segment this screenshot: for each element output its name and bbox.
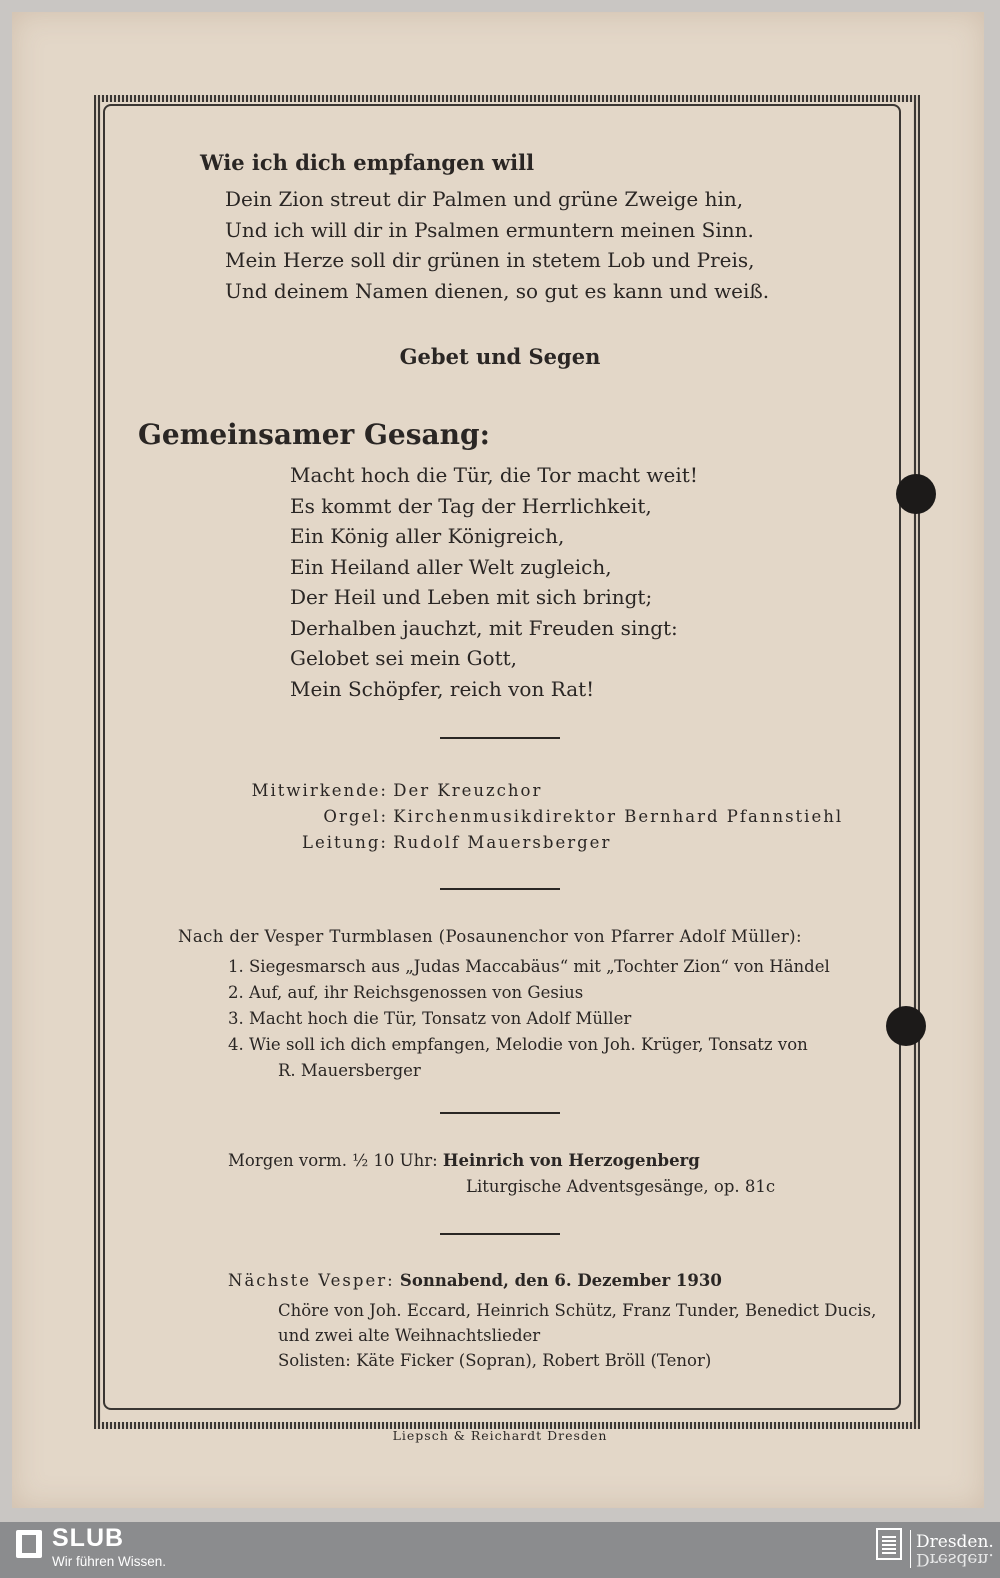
song-heading: Gemeinsamer Gesang: bbox=[138, 418, 490, 451]
punch-hole bbox=[896, 474, 936, 514]
participant-label: Orgel: bbox=[323, 807, 388, 826]
verse-line: Und ich will dir in Psalmen ermuntern meinen Sinn. bbox=[225, 217, 754, 242]
participant-value: Der Kreuzchor bbox=[393, 781, 543, 800]
footer-separator bbox=[910, 1530, 911, 1568]
verse-line: Mein Schöpfer, reich von Rat! bbox=[290, 676, 595, 701]
brand-name[interactable]: SLUB bbox=[52, 1524, 125, 1552]
next-label: Nächste Vesper: bbox=[228, 1271, 395, 1290]
tower-list bbox=[228, 954, 830, 1084]
verse-line: Macht hoch die Tür, die Tor macht weit! bbox=[290, 463, 698, 487]
city-logo[interactable]: Dresden. bbox=[916, 1532, 994, 1552]
verse-line: Es kommt der Tag der Herrlichkeit, bbox=[290, 493, 652, 518]
city-logo-mirror: Dresden. bbox=[916, 1549, 994, 1569]
verse-line: Der Heil und Leben mit sich bringt; bbox=[290, 585, 653, 609]
participant-value: Rudolf Mauersberger bbox=[393, 833, 612, 852]
list-item: R. Mauersberger bbox=[278, 1061, 421, 1080]
verse-line: Dein Zion streut dir Palmen und grüne Zweige hin, bbox=[225, 187, 744, 211]
list-item: 3. Macht hoch die Tür, Tonsatz von Adolf Müller bbox=[228, 1009, 632, 1028]
verse-line: Mein Herze soll dir grünen in stetem Lob und Preis, bbox=[225, 248, 755, 272]
hymn-verse bbox=[225, 184, 769, 306]
list-item: 4. Wie soll ich dich empfangen, Melodie von Joh. Krüger, Tonsatz von bbox=[228, 1035, 808, 1054]
punch-hole bbox=[886, 1006, 926, 1046]
verse-line: Ein König aller Königreich, bbox=[290, 524, 565, 548]
morning-service bbox=[228, 1148, 700, 1174]
participant-label: Mitwirkende: bbox=[251, 781, 388, 800]
brand-tagline: Wir führen Wissen. bbox=[52, 1554, 167, 1569]
printer-imprint: Liepsch & Reichardt Dresden bbox=[392, 1428, 608, 1443]
next-vesper bbox=[228, 1268, 722, 1294]
list-item: 2. Auf, auf, ihr Reichsgenossen von Gesius bbox=[228, 983, 584, 1002]
tower-intro: Nach der Vesper Turmblasen (Posaunenchor von Pfarrer Adolf Müller): bbox=[178, 927, 802, 946]
slub-logo-icon bbox=[16, 1530, 42, 1558]
dresden-crest-icon bbox=[876, 1528, 902, 1560]
divider bbox=[440, 1112, 560, 1114]
verse-line: Ein Heiland aller Welt zugleich, bbox=[290, 554, 612, 579]
divider bbox=[440, 888, 560, 890]
participant-label: Leitung: bbox=[301, 833, 388, 852]
divider bbox=[440, 1233, 560, 1235]
next-date: Sonnabend, den 6. Dezember 1930 bbox=[399, 1271, 722, 1290]
participant-value: Kirchenmusikdirektor Bernhard Pfannstiehl bbox=[393, 807, 844, 826]
morning-work: Liturgische Adventsgesänge, op. 81c bbox=[466, 1177, 776, 1196]
morning-label: Morgen vorm. ½ 10 Uhr: bbox=[228, 1151, 438, 1170]
list-item: 1. Siegesmarsch aus „Judas Maccabäus“ mit „Tochter Zion“ von Händel bbox=[228, 957, 830, 976]
morning-composer: Heinrich von Herzogenberg bbox=[442, 1151, 700, 1170]
detail-line: und zwei alte Weihnachtslieder bbox=[278, 1326, 541, 1345]
next-details bbox=[278, 1298, 876, 1373]
verse-line: Derhalben jauchzt, mit Freuden singt: bbox=[290, 615, 678, 640]
footer-bar bbox=[0, 1522, 1000, 1578]
song-verse bbox=[290, 460, 698, 704]
detail-line: Solisten: Käte Ficker (Sopran), Robert Bröll (Tenor) bbox=[278, 1351, 712, 1370]
verse-line: Gelobet sei mein Gott, bbox=[290, 646, 518, 670]
detail-line: Chöre von Joh. Eccard, Heinrich Schütz, Franz Tunder, Benedict Ducis, bbox=[278, 1301, 877, 1320]
divider bbox=[440, 737, 560, 739]
verse-line: Und deinem Namen dienen, so gut es kann und weiß. bbox=[225, 278, 770, 303]
participants bbox=[238, 778, 843, 856]
prayer-heading: Gebet und Segen bbox=[399, 344, 601, 369]
hymn-title: Wie ich dich empfangen will bbox=[200, 150, 535, 175]
